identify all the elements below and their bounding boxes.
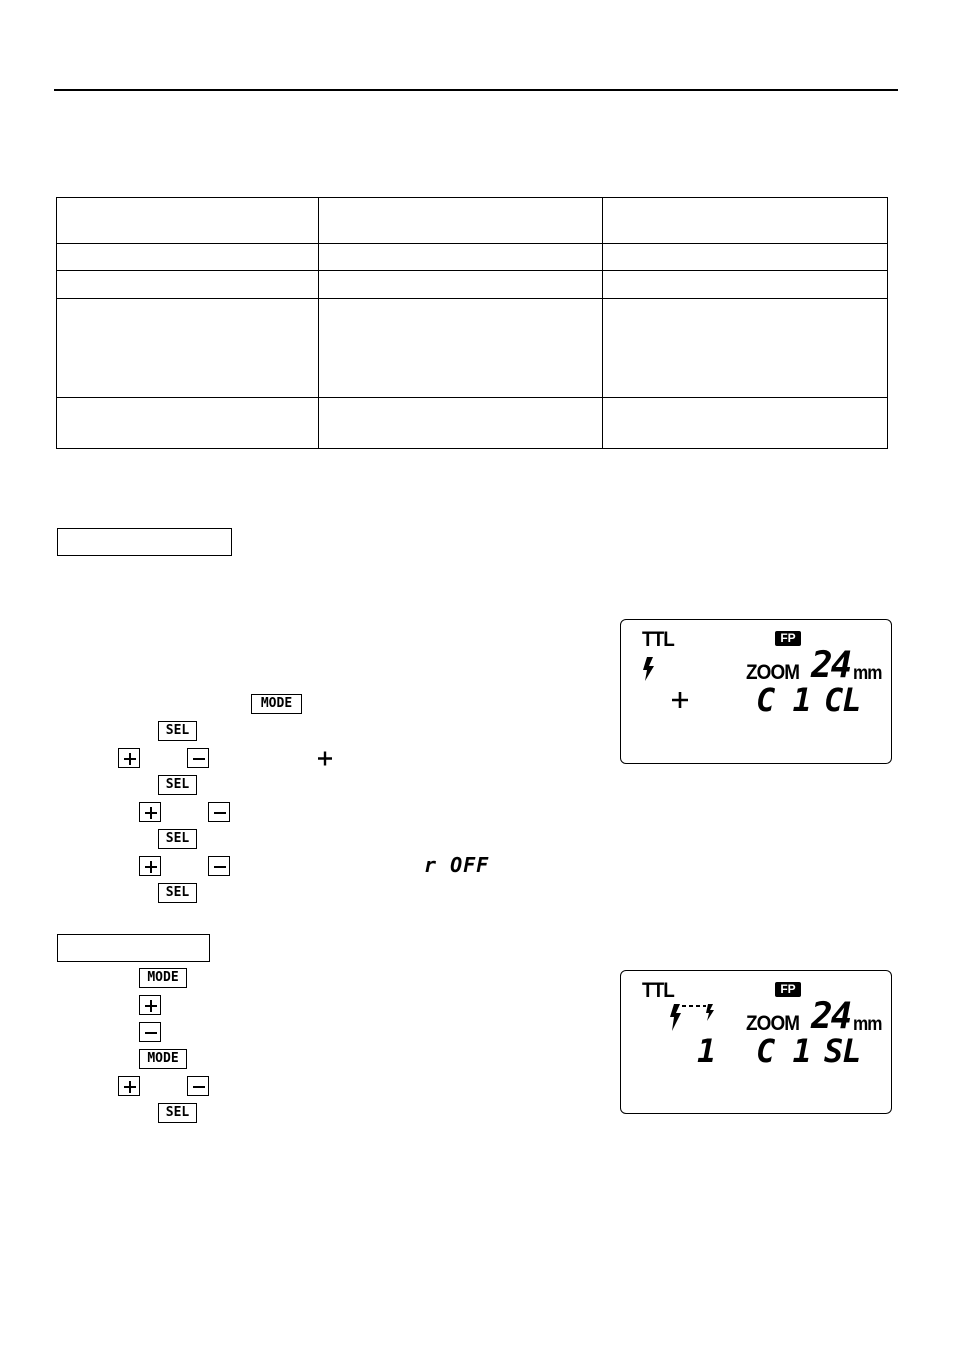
section-heading-box-2 (57, 934, 210, 962)
plus-icon (316, 750, 334, 767)
minus-button[interactable] (139, 1022, 161, 1042)
focal-length-value: 24 (811, 996, 851, 1037)
wireless-mode-indicator: CL (824, 681, 861, 719)
minus-icon (188, 749, 210, 769)
slave-group-number: 1 (697, 1032, 717, 1070)
ttl-label: TTL (642, 979, 674, 1002)
table-cell (319, 398, 603, 449)
plus-icon (140, 857, 162, 877)
table-row (57, 299, 888, 398)
sel-button[interactable]: SEL (158, 775, 197, 795)
lcd-panel-sl (620, 970, 892, 1114)
table-cell (57, 271, 319, 299)
table-row (57, 244, 888, 271)
table-cell (57, 244, 319, 271)
table-row (57, 271, 888, 299)
minus-icon (209, 857, 231, 877)
table-cell (319, 198, 603, 244)
channel-indicator: C 1 (756, 681, 811, 719)
slave-flash-icon (668, 1001, 720, 1035)
sel-button[interactable]: SEL (158, 1103, 197, 1123)
header-rule (54, 89, 898, 91)
fp-badge: FP (775, 631, 801, 646)
plus-icon (670, 690, 690, 710)
plus-icon (140, 996, 162, 1016)
fp-badge: FP (775, 982, 801, 997)
plus-button[interactable] (139, 856, 161, 876)
mode-button[interactable]: MODE (139, 1049, 187, 1069)
table-row (57, 198, 888, 244)
table-cell (319, 244, 603, 271)
wireless-mode-indicator: SL (824, 1032, 861, 1070)
table-row (57, 398, 888, 449)
minus-icon (140, 1023, 162, 1043)
lcd-panel-cl (620, 619, 892, 764)
plus-button[interactable] (118, 1076, 140, 1096)
minus-button[interactable] (187, 1076, 209, 1096)
settings-table (56, 197, 888, 449)
mode-button[interactable]: MODE (251, 694, 302, 714)
table-cell (57, 398, 319, 449)
display-readout: r OFF (424, 853, 490, 877)
channel-indicator: C 1 (756, 1032, 811, 1070)
minus-button[interactable] (187, 748, 209, 768)
focal-length-value: 24 (811, 645, 851, 686)
sel-button[interactable]: SEL (158, 883, 197, 903)
table-cell (319, 271, 603, 299)
plus-button[interactable] (139, 802, 161, 822)
table-cell (603, 299, 888, 398)
ttl-label: TTL (642, 628, 674, 651)
zoom-label: ZOOM (746, 661, 800, 684)
table-cell (57, 198, 319, 244)
table-cell (603, 271, 888, 299)
mode-button[interactable]: MODE (139, 968, 187, 988)
minus-icon (188, 1077, 210, 1097)
table-cell (319, 299, 603, 398)
zoom-label: ZOOM (746, 1012, 800, 1035)
mm-unit: mm (853, 1014, 882, 1035)
flash-icon (641, 656, 657, 682)
table-cell (57, 299, 319, 398)
table-cell (603, 244, 888, 271)
plus-button[interactable] (118, 748, 140, 768)
section-heading-box-1 (57, 528, 232, 556)
plus-icon (119, 1077, 141, 1097)
minus-button[interactable] (208, 802, 230, 822)
sel-button[interactable]: SEL (158, 721, 197, 741)
mm-unit: mm (853, 663, 882, 684)
table-cell (603, 398, 888, 449)
plus-icon (140, 803, 162, 823)
minus-icon (209, 803, 231, 823)
plus-button[interactable] (139, 995, 161, 1015)
plus-icon (119, 749, 141, 769)
sel-button[interactable]: SEL (158, 829, 197, 849)
table-cell (603, 198, 888, 244)
minus-button[interactable] (208, 856, 230, 876)
